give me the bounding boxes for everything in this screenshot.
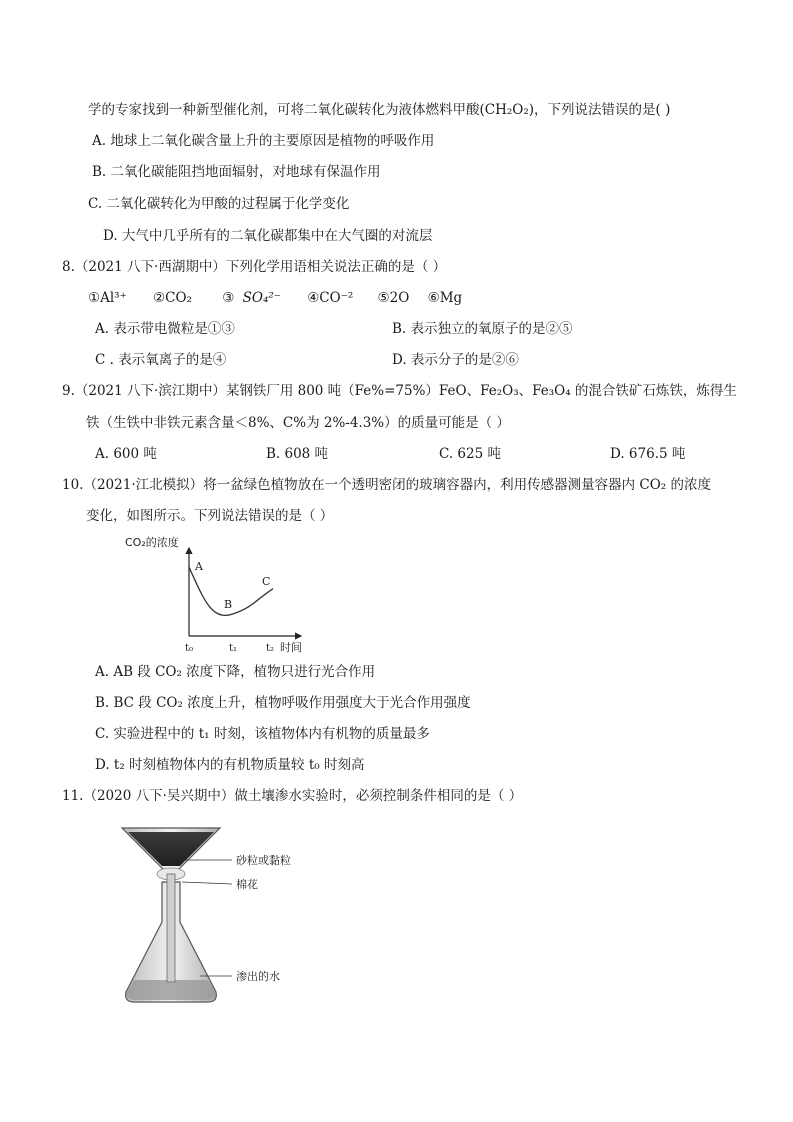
q7-option-b[interactable]: B. 二氧化碳能阻挡地面辐射，对地球有保温作用: [92, 164, 381, 180]
q8-symbol-4: ④CO⁻²: [307, 290, 354, 306]
label-soil: 砂粒或黏粒: [236, 854, 291, 867]
leader-line-cotton: [182, 882, 232, 884]
q10-option-a[interactable]: A. AB 段 CO₂ 浓度下降，植物只进行光合作用: [95, 664, 376, 680]
q7-formula: (CH₂O₂): [479, 102, 535, 118]
q8-symbol-3: ③: [222, 290, 235, 306]
funnel-stem-icon: [167, 874, 175, 982]
q7-option-c[interactable]: C. 二氧化碳转化为甲酸的过程属于化学变化: [88, 196, 350, 212]
q9-option-d[interactable]: D. 676.5 吨: [610, 446, 686, 462]
q10-stem-line1: 10.（2021·江北模拟）将一盆绿色植物放在一个透明密闭的玻璃容器内，利用传感器测量容器内 CO₂ 的浓度: [62, 477, 712, 493]
tick-t2: t₂: [266, 643, 275, 654]
q8-option-b[interactable]: B. 表示独立的氧原子的是②⑤: [392, 321, 573, 337]
q8-symbol-5: ⑤2O: [377, 290, 410, 306]
label-water: 渗出的水: [236, 970, 280, 983]
q9-stem-line1: 9.（2021 八下·滨江期中）某钢铁厂用 800 吨（Fe%=75%）FeO、Fe₂O₃、Fe₃O₄ 的混合铁矿石炼铁，炼得生: [62, 383, 737, 399]
q9-stem-line2: 铁（生铁中非铁元素含量＜8%、C%为 2%-4.3%）的质量可能是（ ）: [86, 415, 510, 431]
q8-option-c[interactable]: C . 表示氧离子的是④: [95, 352, 227, 368]
soil-permeability-apparatus: [120, 822, 420, 1006]
q7-option-a[interactable]: A. 地球上二氧化碳含量上升的主要原因是植物的呼吸作用: [92, 133, 435, 149]
q10-option-c[interactable]: C. 实验进程中的 t₁ 时刻，该植物体内有机物的质量最多: [95, 726, 430, 742]
label-cotton: 棉花: [236, 878, 258, 891]
q8-symbol-2: ②CO₂: [153, 290, 192, 306]
q10-option-d[interactable]: D. t₂ 时刻植物体内的有机物质量较 t₀ 时刻高: [95, 757, 365, 773]
point-label-a: A: [195, 560, 203, 573]
q9-option-b[interactable]: B. 608 吨: [266, 446, 329, 462]
soil-icon: [128, 832, 214, 866]
q8-symbol-1: ①Al³⁺: [88, 290, 127, 306]
q7-option-d[interactable]: D. 大气中几乎所有的二氧化碳都集中在大气圈的对流层: [103, 228, 433, 244]
q8-stem: 8.（2021 八下·西湖期中）下列化学用语相关说法正确的是（ ）: [62, 259, 447, 275]
q7-stem-prefix: 学的专家找到一种新型催化剂，可将二氧化碳转化为液体燃料甲酸: [88, 102, 480, 118]
q8-option-a[interactable]: A. 表示带电微粒是①③: [95, 321, 235, 337]
point-label-c: C: [262, 575, 271, 588]
y-axis-label: CO₂的浓度: [125, 536, 179, 549]
point-label-b: B: [224, 598, 233, 611]
tick-t0: t₀: [185, 643, 194, 654]
q8-option-d[interactable]: D. 表示分子的是②⑥: [392, 352, 519, 368]
q10-stem-line2: 变化，如图所示。下列说法错误的是（ ）: [86, 508, 334, 524]
q9-option-c[interactable]: C. 625 吨: [439, 446, 501, 462]
x-axis-label: 时间: [280, 641, 302, 654]
q7-stem: [88, 100, 670, 120]
q8-symbol-3-formula: SO₄²⁻: [242, 290, 281, 306]
q7-stem-suffix: ，下列说法错误的是( ): [534, 102, 671, 118]
q10-option-b[interactable]: B. BC 段 CO₂ 浓度上升，植物呼吸作用强度大于光合作用强度: [95, 695, 471, 711]
water-icon: [127, 980, 215, 1000]
q11-stem: 11.（2020 八下·吴兴期中）做土壤渗水实验时，必须控制条件相同的是（ ）: [62, 788, 523, 804]
tick-t1: t₁: [229, 643, 238, 654]
q8-symbols: [88, 288, 462, 308]
q8-symbol-6: ⑥Mg: [427, 290, 463, 306]
q9-option-a[interactable]: A. 600 吨: [95, 446, 157, 462]
co2-chart: [115, 530, 315, 658]
